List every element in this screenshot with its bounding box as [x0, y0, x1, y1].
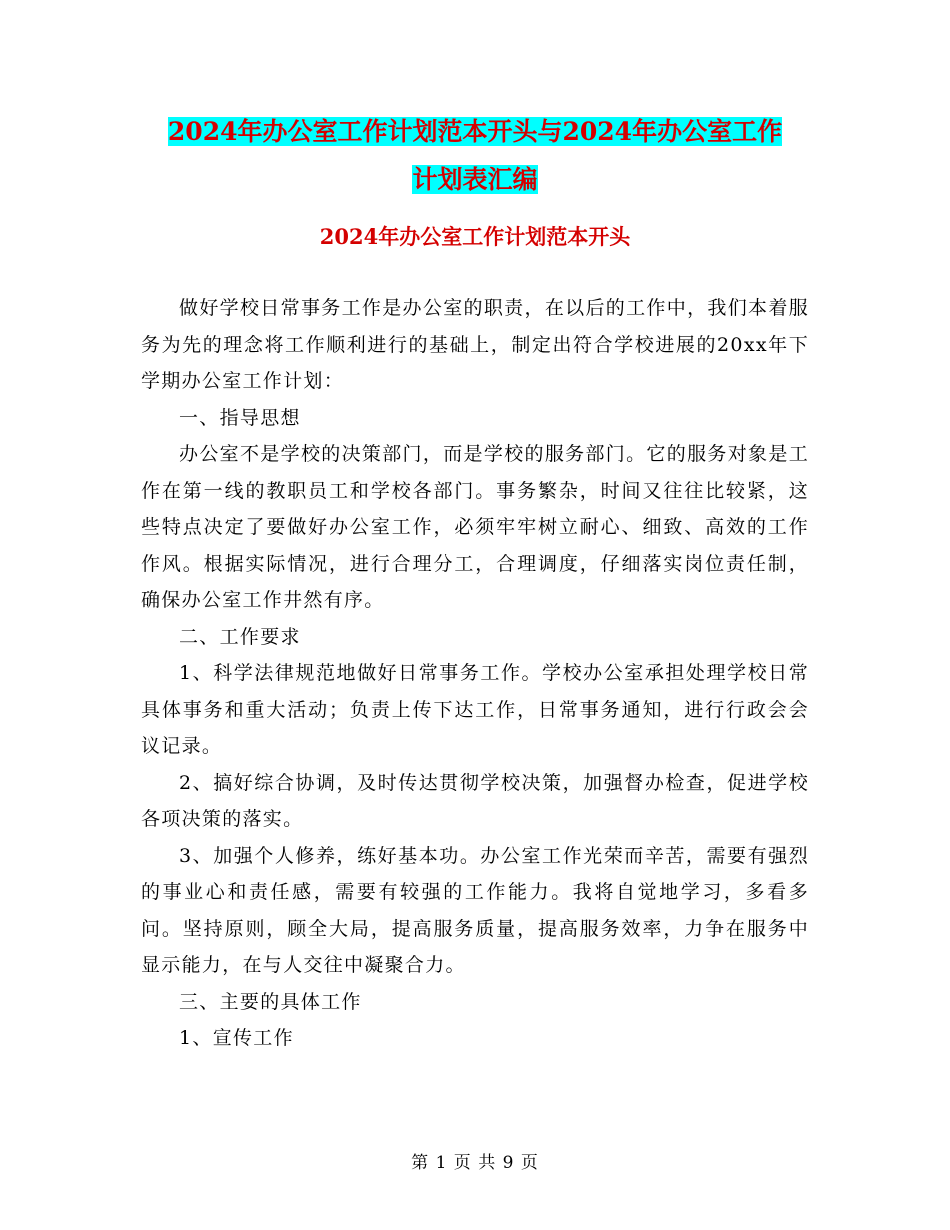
- heading-work-requirements: 二、工作要求: [179, 625, 301, 648]
- heading-main-tasks: 三、主要的具体工作: [179, 990, 362, 1013]
- document-title-line-2: 计划表汇编: [412, 165, 538, 194]
- paragraph-requirement-3: 3、加强个人修养，练好基本功。办公室工作光荣而辛苦，需要有强烈的事业心和责任感，需要有较强的工作能力。我将自觉地学习，多看多问。坚持原则，顾全大局，提高服务质量，提高服务效率，力争在服务中显示能力，在与人交往中凝聚合力。: [141, 844, 809, 976]
- paragraph-intro: 做好学校日常事务工作是办公室的职责，在以后的工作中，我们本着服务为先的理念将工作顺利进行的基础上，制定出符合学校进展的20xx年下学期办公室工作计划：: [141, 297, 809, 392]
- heading-publicity-work: 1、宣传工作: [179, 1027, 294, 1049]
- document-title: [140, 108, 810, 204]
- heading-guiding-ideology: 一、指导思想: [179, 406, 301, 429]
- document-body: [141, 290, 809, 1057]
- paragraph-requirement-1: 1、科学法律规范地做好日常事务工作。学校办公室承担处理学校日常具体事务和重大活动；负责上传下达工作，日常事务通知，进行行政会会议记录。: [141, 662, 809, 757]
- page-footer: 第 1 页 共 9 页: [411, 1153, 539, 1173]
- section-heading: 2024年办公室工作计划范本开头: [319, 224, 631, 249]
- document-title-line-1: 2024年办公室工作计划范本开头与2024年办公室工作: [167, 117, 783, 146]
- paragraph-requirement-2: 2、搞好综合协调，及时传达贯彻学校决策，加强督办检查，促进学校各项决策的落实。: [141, 771, 809, 830]
- paragraph-guiding-ideology: 办公室不是学校的决策部门，而是学校的服务部门。它的服务对象是工作在第一线的教职员工和学校各部门。事务繁杂，时间又往往比较紧，这些特点决定了要做好办公室工作，必须牢牢树立耐心、细致、高效的工作作风。根据实际情况，进行合理分工，合理调度，仔细落实岗位责任制，确保办公室工作井然有序。: [141, 443, 809, 611]
